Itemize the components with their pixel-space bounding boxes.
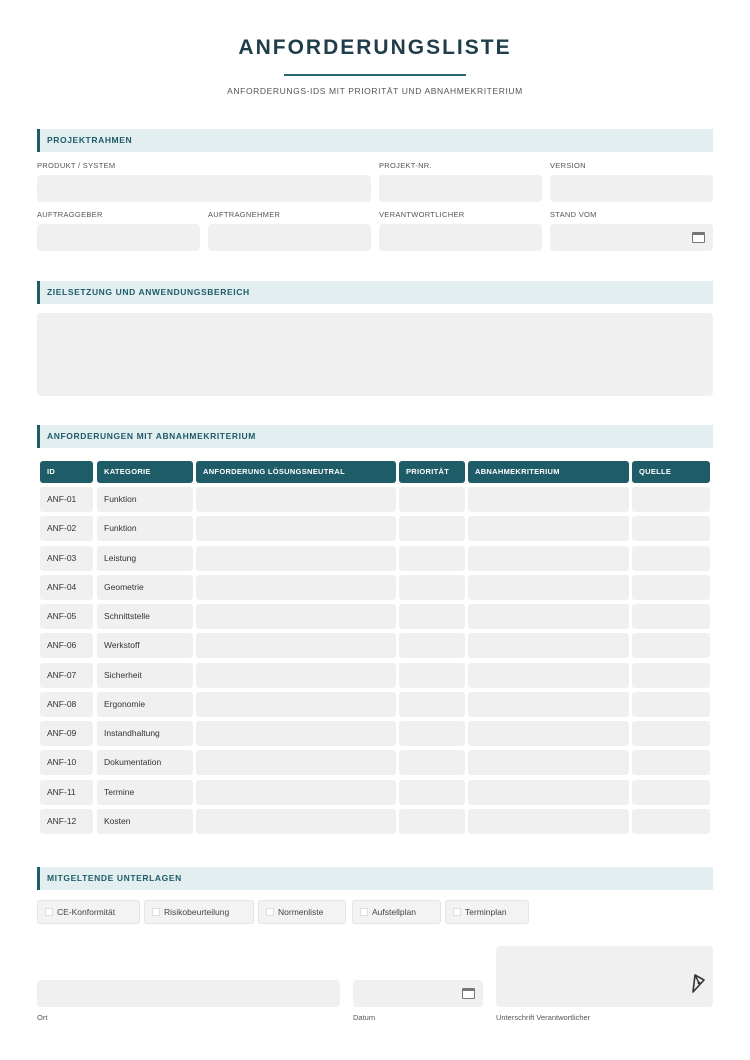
label-produkt: PRODUKT / SYSTEM xyxy=(37,161,116,170)
cell-quelle[interactable] xyxy=(632,692,710,717)
auftragnehmer-field[interactable] xyxy=(208,224,371,251)
section-zielsetzung-heading: ZIELSETZUNG UND ANWENDUNGSBEREICH xyxy=(37,281,713,304)
section-anforderungen-heading: ANFORDERUNGEN MIT ABNAHMEKRITERIUM xyxy=(37,425,713,448)
label-auftragnehmer: AUFTRAGNEHMER xyxy=(208,210,281,219)
cell-id: ANF-04 xyxy=(40,575,93,600)
cell-abnahmekriterium[interactable] xyxy=(468,633,629,658)
cell-kategorie: Instandhaltung xyxy=(97,721,193,746)
col-header-kategorie: KATEGORIE xyxy=(97,461,193,483)
cell-id: ANF-09 xyxy=(40,721,93,746)
cell-quelle[interactable] xyxy=(632,780,710,805)
checkbox-label: CE-Konformität xyxy=(57,907,116,917)
cell-quelle[interactable] xyxy=(632,809,710,834)
cell-anforderung[interactable] xyxy=(196,516,396,541)
cell-kategorie: Funktion xyxy=(97,516,193,541)
cell-prioritaet[interactable] xyxy=(399,692,465,717)
cell-quelle[interactable] xyxy=(632,750,710,775)
cell-prioritaet[interactable] xyxy=(399,546,465,571)
checkbox-label: Aufstellplan xyxy=(372,907,416,917)
cell-anforderung[interactable] xyxy=(196,663,396,688)
checkbox-aufstellplan[interactable] xyxy=(352,900,441,924)
cell-anforderung[interactable] xyxy=(196,487,396,512)
checkbox-label: Risikobeurteilung xyxy=(164,907,230,917)
checkbox-label: Normenliste xyxy=(278,907,324,917)
label-verantwortlicher: VERANTWORTLICHER xyxy=(379,210,465,219)
cell-prioritaet[interactable] xyxy=(399,663,465,688)
unterschrift-label: Unterschrift Verantwortlicher xyxy=(496,1013,591,1022)
cell-id: ANF-06 xyxy=(40,633,93,658)
cell-quelle[interactable] xyxy=(632,487,710,512)
cell-abnahmekriterium[interactable] xyxy=(468,575,629,600)
checkbox-box[interactable] xyxy=(266,908,274,916)
cell-quelle[interactable] xyxy=(632,604,710,629)
cell-kategorie: Funktion xyxy=(97,487,193,512)
cell-id: ANF-07 xyxy=(40,663,93,688)
projekt-nr-field[interactable] xyxy=(379,175,542,202)
cell-prioritaet[interactable] xyxy=(399,516,465,541)
ort-field[interactable] xyxy=(37,980,340,1007)
label-auftraggeber: AUFTRAGGEBER xyxy=(37,210,103,219)
signature-field[interactable] xyxy=(496,946,713,1007)
cell-kategorie: Leistung xyxy=(97,546,193,571)
auftraggeber-field[interactable] xyxy=(37,224,200,251)
cell-kategorie: Dokumentation xyxy=(97,750,193,775)
section-projektrahmen-heading: PROJEKTRAHMEN xyxy=(37,129,713,152)
signature-pen-icon xyxy=(691,972,705,994)
checkbox-risikobeurteilung[interactable] xyxy=(144,900,254,924)
cell-prioritaet[interactable] xyxy=(399,487,465,512)
cell-id: ANF-01 xyxy=(40,487,93,512)
cell-anforderung[interactable] xyxy=(196,750,396,775)
version-field[interactable] xyxy=(550,175,713,202)
checkbox-label: Terminplan xyxy=(465,907,507,917)
col-header-abnahmekriterium: ABNAHMEKRITERIUM xyxy=(468,461,629,483)
col-header-prioritaet: PRIORITÄT xyxy=(399,461,465,483)
stand-vom-field[interactable] xyxy=(550,224,713,251)
checkbox-box[interactable] xyxy=(453,908,461,916)
cell-abnahmekriterium[interactable] xyxy=(468,663,629,688)
cell-anforderung[interactable] xyxy=(196,633,396,658)
col-header-id: ID xyxy=(40,461,93,483)
cell-prioritaet[interactable] xyxy=(399,750,465,775)
cell-abnahmekriterium[interactable] xyxy=(468,487,629,512)
cell-anforderung[interactable] xyxy=(196,546,396,571)
cell-quelle[interactable] xyxy=(632,721,710,746)
label-projekt-nr: PROJEKT-NR. xyxy=(379,161,432,170)
cell-abnahmekriterium[interactable] xyxy=(468,809,629,834)
col-header-anforderung: ANFORDERUNG LÖSUNGSNEUTRAL xyxy=(196,461,396,483)
checkbox-terminplan[interactable] xyxy=(445,900,529,924)
checkbox-ce-konformitaet[interactable] xyxy=(37,900,140,924)
cell-kategorie: Ergonomie xyxy=(97,692,193,717)
cell-id: ANF-05 xyxy=(40,604,93,629)
verantwortlicher-field[interactable] xyxy=(379,224,542,251)
cell-anforderung[interactable] xyxy=(196,604,396,629)
cell-abnahmekriterium[interactable] xyxy=(468,750,629,775)
document-title: ANFORDERUNGSLISTE xyxy=(238,36,512,59)
cell-anforderung[interactable] xyxy=(196,780,396,805)
document-subtitle: ANFORDERUNGS-IDS MIT PRIORITÄT UND ABNAHMEKRITERIUM xyxy=(227,86,523,96)
cell-prioritaet[interactable] xyxy=(399,575,465,600)
calendar-icon[interactable] xyxy=(692,232,705,243)
cell-id: ANF-12 xyxy=(40,809,93,834)
cell-kategorie: Termine xyxy=(97,780,193,805)
cell-prioritaet[interactable] xyxy=(399,721,465,746)
cell-id: ANF-10 xyxy=(40,750,93,775)
cell-kategorie: Sicherheit xyxy=(97,663,193,688)
cell-id: ANF-08 xyxy=(40,692,93,717)
cell-anforderung[interactable] xyxy=(196,809,396,834)
cell-abnahmekriterium[interactable] xyxy=(468,604,629,629)
cell-abnahmekriterium[interactable] xyxy=(468,780,629,805)
cell-kategorie: Kosten xyxy=(97,809,193,834)
cell-prioritaet[interactable] xyxy=(399,604,465,629)
checkbox-box[interactable] xyxy=(45,908,53,916)
cell-prioritaet[interactable] xyxy=(399,809,465,834)
cell-quelle[interactable] xyxy=(632,575,710,600)
checkbox-box[interactable] xyxy=(360,908,368,916)
datum-label: Datum xyxy=(353,1013,376,1022)
datum-field[interactable] xyxy=(353,980,483,1007)
cell-anforderung[interactable] xyxy=(196,575,396,600)
label-version: VERSION xyxy=(550,161,586,170)
cell-prioritaet[interactable] xyxy=(399,633,465,658)
cell-kategorie: Schnittstelle xyxy=(97,604,193,629)
produkt-field[interactable] xyxy=(37,175,371,202)
cell-abnahmekriterium[interactable] xyxy=(468,546,629,571)
cell-id: ANF-03 xyxy=(40,546,93,571)
cell-abnahmekriterium[interactable] xyxy=(468,516,629,541)
zielsetzung-textarea[interactable] xyxy=(37,313,713,396)
title-underline xyxy=(284,74,466,76)
cell-abnahmekriterium[interactable] xyxy=(468,721,629,746)
cell-id: ANF-02 xyxy=(40,516,93,541)
checkbox-box[interactable] xyxy=(152,908,160,916)
cell-quelle[interactable] xyxy=(632,546,710,571)
cell-kategorie: Geometrie xyxy=(97,575,193,600)
cell-anforderung[interactable] xyxy=(196,721,396,746)
cell-quelle[interactable] xyxy=(632,516,710,541)
cell-abnahmekriterium[interactable] xyxy=(468,692,629,717)
checkbox-normenliste[interactable] xyxy=(258,900,346,924)
ort-label: Ort xyxy=(37,1013,48,1022)
cell-id: ANF-11 xyxy=(40,780,93,805)
section-unterlagen-heading: MITGELTENDE UNTERLAGEN xyxy=(37,867,713,890)
calendar-icon[interactable] xyxy=(462,988,475,999)
cell-kategorie: Werkstoff xyxy=(97,633,193,658)
label-stand-vom: STAND VOM xyxy=(550,210,597,219)
cell-anforderung[interactable] xyxy=(196,692,396,717)
cell-quelle[interactable] xyxy=(632,663,710,688)
cell-prioritaet[interactable] xyxy=(399,780,465,805)
cell-quelle[interactable] xyxy=(632,633,710,658)
col-header-quelle: QUELLE xyxy=(632,461,710,483)
